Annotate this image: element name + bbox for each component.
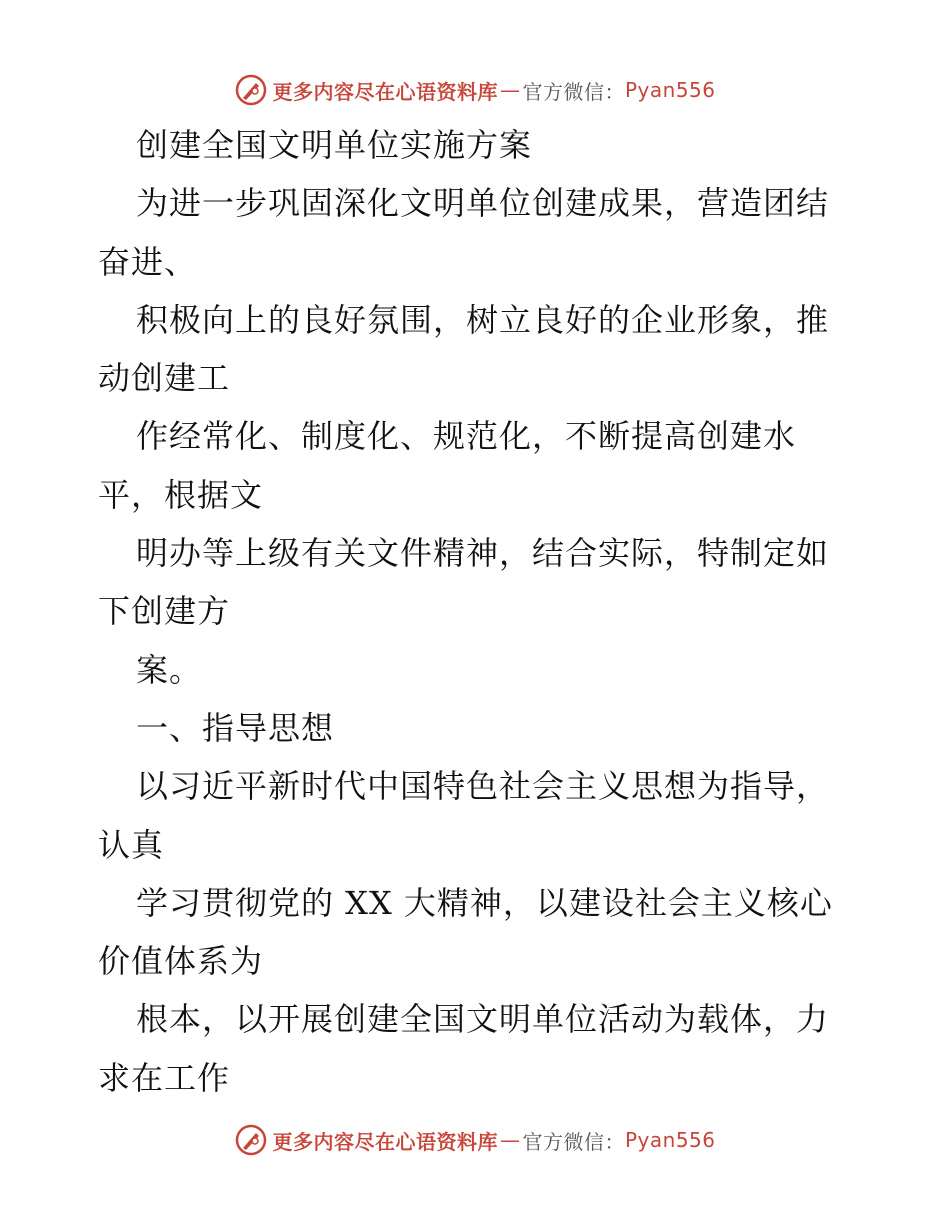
paragraph-line: 以习近平新时代中国特色社会主义思想为指导，	[136, 767, 830, 806]
paragraph-line: 为进一步巩固深化文明单位创建成果，营造团结	[136, 184, 830, 223]
watermark-wechat-id: Pyan556	[624, 78, 716, 102]
paragraph-line: 根本，以开展创建全国文明单位活动为载体，力	[136, 1000, 830, 1039]
paragraph-line: 案。	[136, 650, 203, 689]
paragraph-line: 积极向上的良好氛围，树立良好的企业形象，推	[136, 300, 830, 339]
paragraph-line: 价值体系为	[98, 942, 264, 981]
document-title: 创建全国文明单位实施方案	[136, 126, 533, 164]
paragraph-line: 学习贯彻党的 XX 大精神，以建设社会主义核心	[136, 883, 833, 922]
watermark-site-name: 更多内容尽在心语资料库	[272, 1129, 498, 1154]
watermark-separator: —	[499, 1128, 521, 1152]
paragraph-line: 奋进、	[98, 242, 198, 281]
paragraph-line: 作经常化、制度化、规范化，不断提高创建水	[136, 417, 797, 456]
watermark-wechat-id: Pyan556	[624, 1128, 716, 1152]
paragraph-line: 一、指导思想	[136, 708, 335, 747]
footer-watermark	[0, 1118, 950, 1162]
paragraph-line: 动创建工	[98, 359, 231, 398]
watermark-label: 官方微信：	[522, 1129, 625, 1154]
pen-circle-icon	[234, 73, 268, 107]
document-body	[98, 116, 858, 1107]
paragraph-line: 明办等上级有关文件精神，结合实际，特制定如	[136, 534, 830, 573]
paragraph-line: 求在工作	[98, 1058, 231, 1097]
pen-circle-icon	[234, 1123, 268, 1157]
header-watermark	[0, 68, 950, 112]
paragraph-line: 认真	[98, 825, 165, 864]
paragraph-line: 下创建方	[98, 592, 231, 631]
watermark-label: 官方微信：	[522, 79, 625, 104]
paragraph-line: 平，根据文	[98, 475, 264, 514]
watermark-site-name: 更多内容尽在心语资料库	[272, 79, 498, 104]
watermark-separator: —	[499, 78, 521, 102]
